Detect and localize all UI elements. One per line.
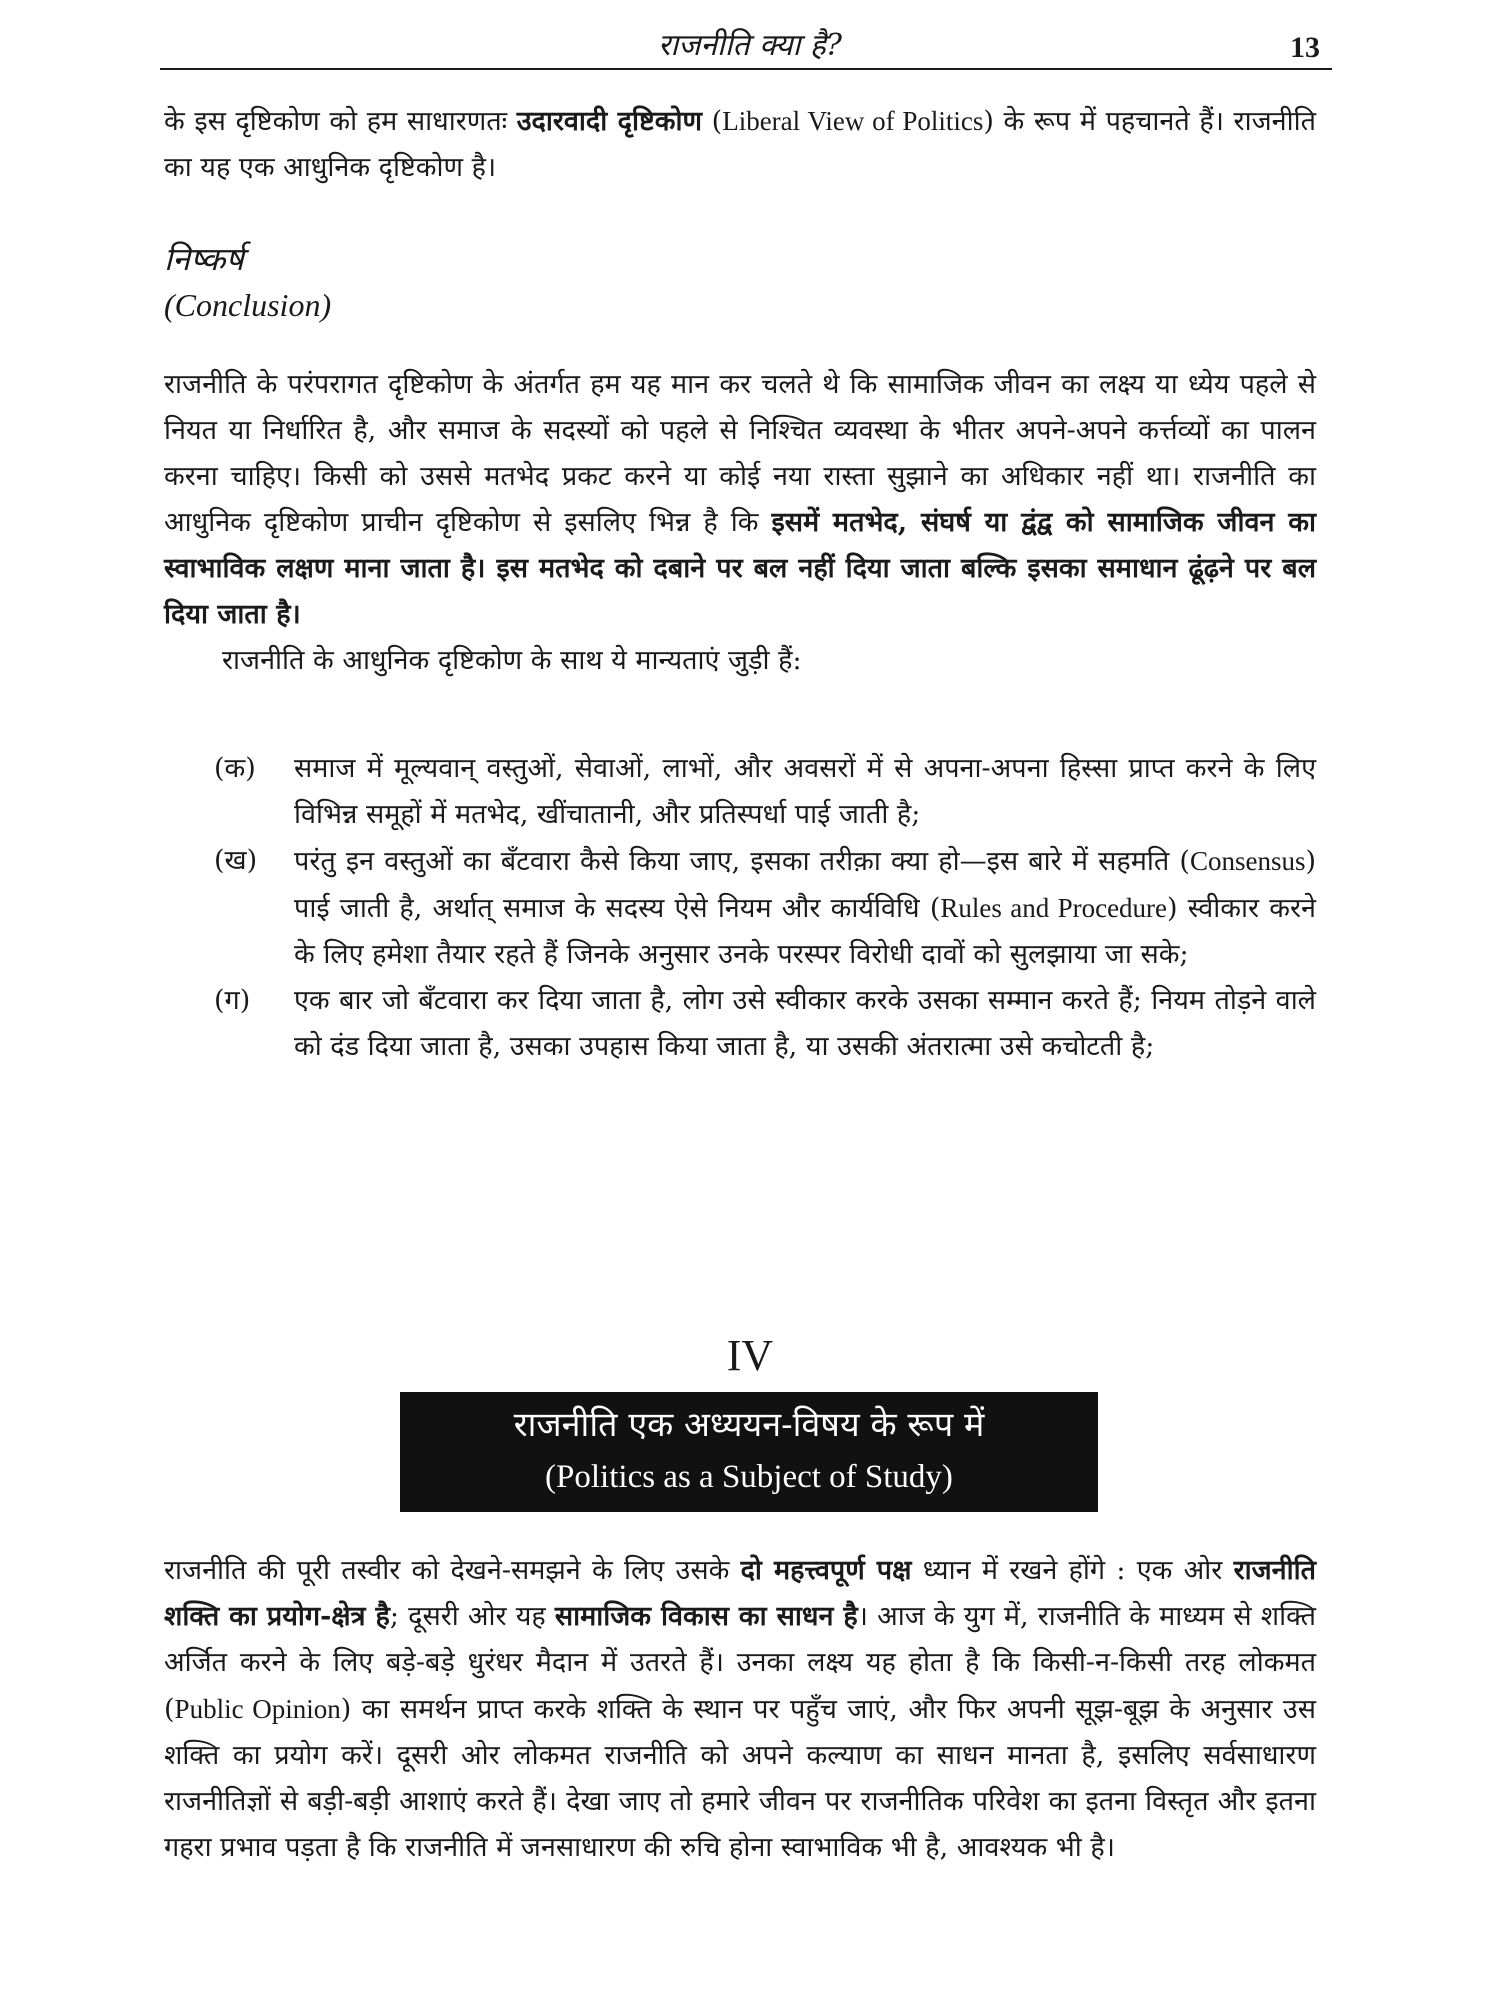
- conclusion-paragraph: [164, 362, 1316, 684]
- body-paragraph: राजनीति की पूरी तस्वीर को देखने-समझने के लिए उसके दो महत्त्वपूर्ण पक्ष ध्यान में रखने होंगे : एक ओर राजनीति शक्ति का प्रयोग-क्षेत्र है; दूसरी ओर यह सामाजिक विकास का साधन है। आज के युग में, राजनीति के माध्यम से शक्ति अर्जित करने के लिए बड़े-बड़े धुरंधर मैदान में उतरते हैं। उनका लक्ष्य यह होता है कि किसी-न-किसी तरह लोकमत (Public Opinion) का समर्थन प्राप्त करके शक्ति के स्थान पर पहुँच जाएं, और फिर अपनी सूझ-बूझ के अनुसार उस शक्ति का प्रयोग करें। दूसरी ओर लोकमत राजनीति को अपने कल्याण का साधन मानता है, इसलिए सर्वसाधारण राजनीतिज्ञों से बड़ी-बड़ी आशाएं करते हैं। देखा जाए तो हमारे जीवन पर राजनीतिक परिवेश का इतना विस्तृत और इतना गहरा प्रभाव पड़ता है कि राजनीति में जनसाधारण की रुचि होना स्वाभाविक भी है, आवश्यक भी है।: [164, 1555, 1317, 1863]
- conclusion-heading: [164, 236, 1316, 328]
- conclusion-heading-hindi: निष्कर्ष: [164, 240, 244, 278]
- conclusion-bold-text: इसमें मतभेद, संघर्ष या द्वंद्व को सामाजिक जीवन का स्वाभाविक लक्षण माना जाता है। इस मतभेद को दबाने पर बल नहीं दिया जाता बल्कि इसका समाधान ढूंढ़ने पर बल दिया जाता है।: [164, 507, 1316, 630]
- intro-text: के इस दृष्टिकोण को हम साधारणतः: [164, 106, 517, 137]
- assumptions-intro: राजनीति के आधुनिक दृष्टिकोण के साथ ये मान्यताएं जुड़ी हैं:: [222, 645, 802, 676]
- list-marker: (क): [214, 753, 256, 784]
- list-item-text: एक बार जो बँटवारा कर दिया जाता है, लोग उसे स्वीकार करके उसका सम्मान करते हैं; नियम तोड़ने वाले को दंड दिया जाता है, उसका उपहास किया जाता है, या उसकी अंतरात्मा उसे कचोटती है;: [294, 985, 1316, 1062]
- section-title-banner: [400, 1392, 1098, 1512]
- list-marker: (ख): [214, 845, 258, 876]
- section-numeral: IV: [726, 1331, 774, 1380]
- header-rule: [160, 68, 1332, 70]
- running-header-title: राजनीति क्या है?: [658, 28, 842, 63]
- conclusion-text: राजनीति के परंपरागत दृष्टिकोण के अंतर्गत हम यह मान कर चलते थे कि सामाजिक जीवन का लक्ष्य या ध्येय पहले से नियत या निर्धारित है, और समाज के सदस्यों को पहले से निश्चित व्यवस्था के भीतर अपने-अपने कर्त्तव्यों का पालन करना चाहिए। किसी को उससे मतभेद प्रकट करने या कोई नया रास्ता सुझाने का अधिकार नहीं था। राजनीति का आधुनिक दृष्टिकोण प्राचीन दृष्टिकोण से इसलिए भिन्न है कि: [164, 369, 1316, 538]
- english-term: Rules and Procedure: [940, 893, 1168, 923]
- section-title-hindi: राजनीति एक अध्ययन-विषय के रूप में: [513, 1405, 985, 1445]
- bold-phrase: दो महत्त्वपूर्ण पक्ष: [740, 1555, 912, 1586]
- bold-phrase: सामाजिक विकास का साधन है: [554, 1601, 858, 1632]
- intro-english-term: Liberal View of Politics: [722, 106, 984, 136]
- assumptions-list: [164, 746, 1316, 1070]
- english-term: Public Opinion: [174, 1694, 341, 1724]
- intro-paragraph: के इस दृष्टिकोण को हम साधारणतः उदारवादी दृष्टिकोण (Liberal View of Politics) के रूप में पहचानते हैं। राजनीति का यह एक आधुनिक दृष्टिकोण है।: [164, 106, 1316, 183]
- conclusion-heading-english: (Conclusion): [164, 287, 332, 323]
- list-marker: (ग): [214, 985, 251, 1016]
- bold-phrase: राजनीति शक्ति का प्रयोग-क्षेत्र है: [164, 1555, 1316, 1632]
- list-item: [164, 746, 1316, 838]
- list-item: (ख) परंतु इन वस्तुओं का बँटवारा कैसे किया जाए, इसका तरीक़ा क्या हो—इस बारे में सहमति (Consensus) पाई जाती है, अर्थात् समाज के सदस्य ऐसे नियम और कार्यविधि (Rules and Procedure) स्वीकार करने के लिए हमेशा तैयार रहते हैं जिनके अनुसार उनके परस्पर विरोधी दावों को सुलझाया जा सके;: [164, 838, 1316, 978]
- list-item: [164, 978, 1316, 1070]
- page-number: 13: [1290, 31, 1320, 64]
- english-term: Consensus: [1189, 846, 1306, 876]
- list-item-text: समाज में मूल्यवान् वस्तुओं, सेवाओं, लाभों, और अवसरों में से अपना-अपना हिस्सा प्राप्त करने के लिए विभिन्न समूहों में मतभेद, खींचातानी, और प्रतिस्पर्धा पाई जाती है;: [294, 753, 1316, 830]
- section-title-english: (Politics as a Subject of Study): [545, 1459, 953, 1495]
- intro-bold-term: उदारवादी दृष्टिकोण: [516, 106, 703, 137]
